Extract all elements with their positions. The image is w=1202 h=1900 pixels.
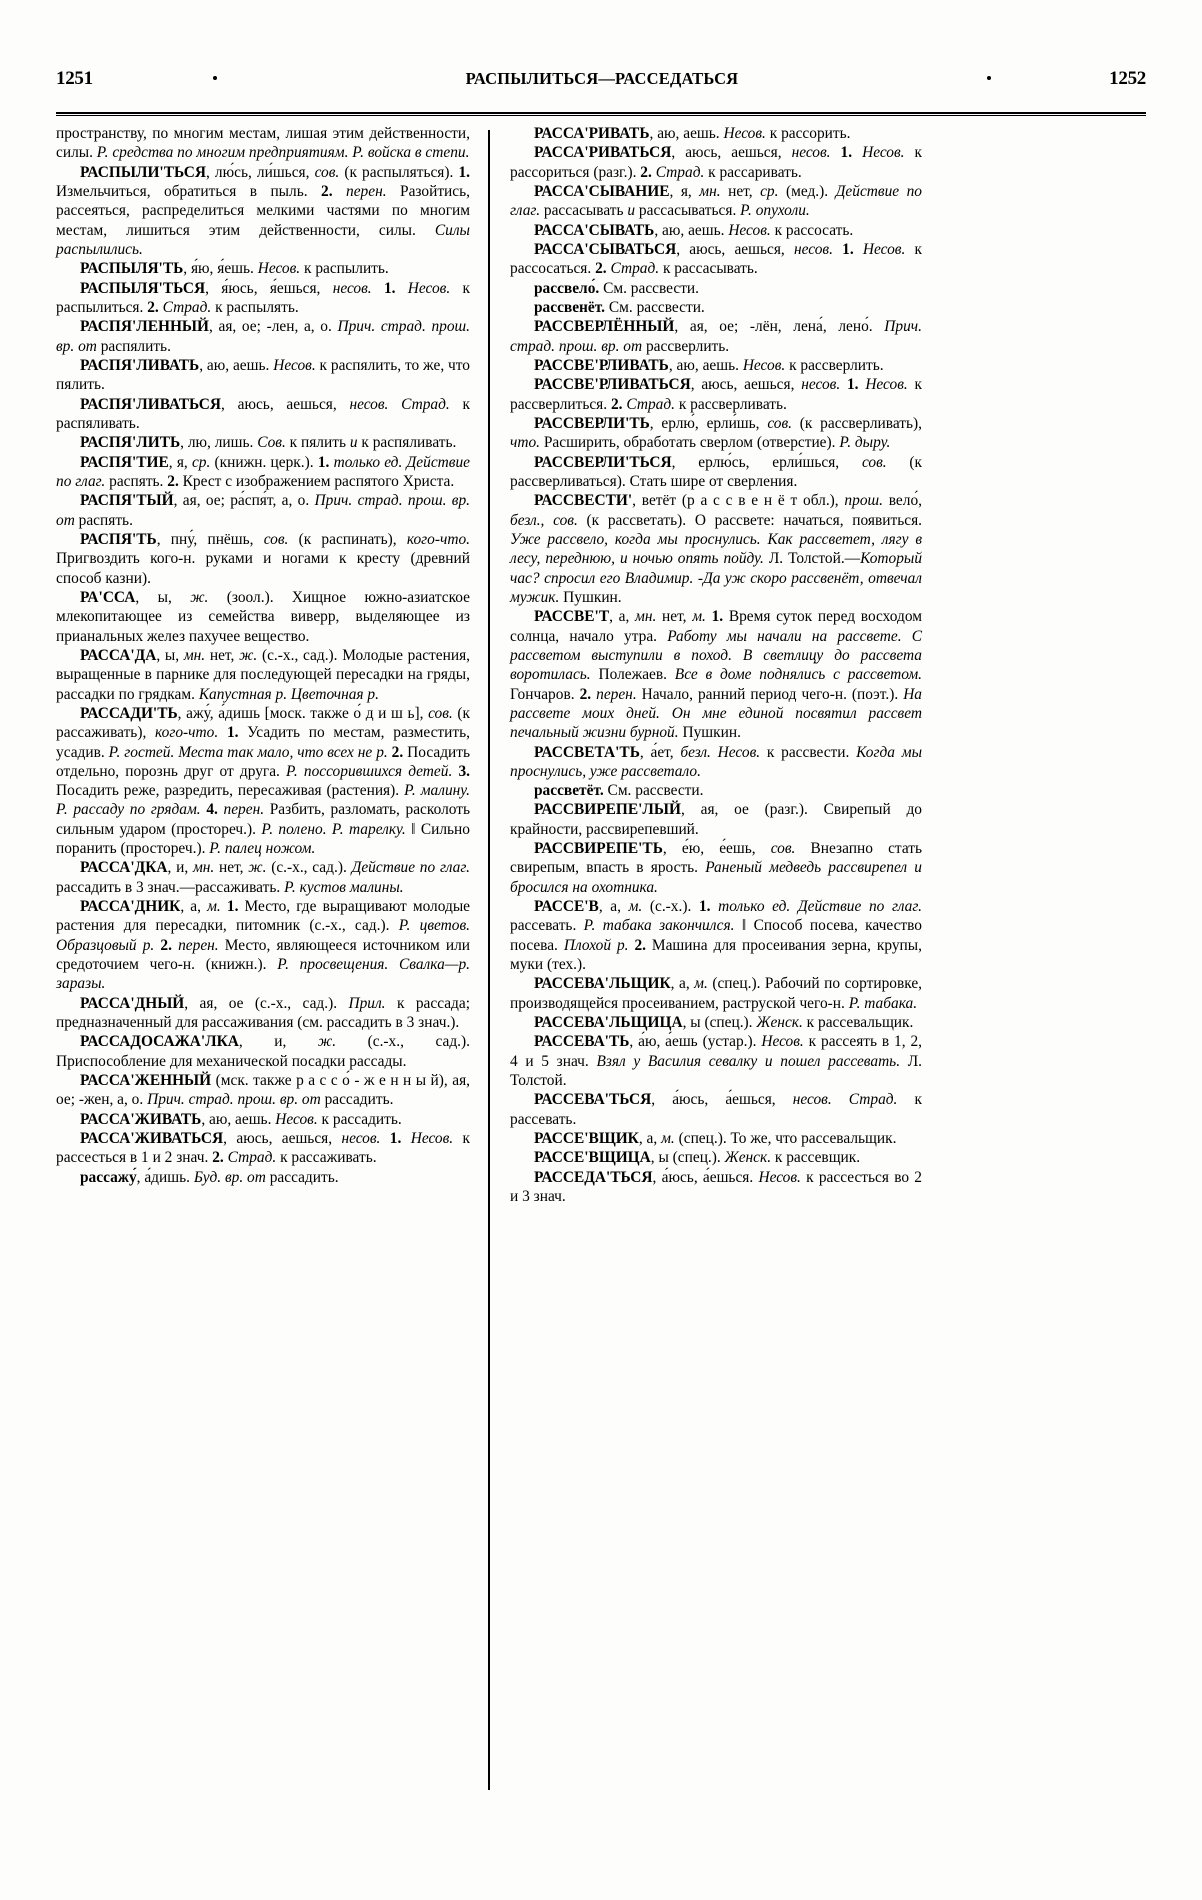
column-left <box>56 124 488 1862</box>
dictionary-entry: РАССВЕ'Т, а, мн. нет, м. 1. Время суток перед восходом солнца, начало утра. Работу мы начали на рассвете. С рассветом выступили в поход. В светлицу до рассвета воротилась. Полежаев. Все в доме поднялись с рассветом. Гончаров. 2. перен. Начало, ранний период чего-н. (поэт.). На рассвете моих дней. Он мне единой посвятил рассвет печальный жизни бурной. Пушкин. <box>510 608 922 742</box>
dictionary-entry: РАСПЯ'ЛИВАТЬ, аю, аешь. Несов. к распялить, то же, что пялить. <box>56 356 471 394</box>
dictionary-entry: РАСПЯ'ТЫЙ, ая, ое; ра́спя́т, а, о. Прич. страд. прош. вр. от распять. <box>56 492 470 529</box>
dictionary-entry: РАССВИРЕПЕ'ТЬ, е́ю, е́ешь, сов. Внезапно стать свирепым, впасть в ярость. Раненый медведь рассвирепел и бросился на охотника. <box>510 840 922 896</box>
dictionary-entry: РАССВЕРЛЁННЫЙ, ая, ое; -лён, лена́, лено́. Прич. страд. прош. вр. от рассверлить. <box>510 318 922 355</box>
folio-right: 1252 <box>1109 68 1146 89</box>
dictionary-entry: РАССА'ЖИВАТЬСЯ, аюсь, аешься, несов. 1. Несов. к рассесться в 1 и 2 знач. 2. Страд. к рассаживать. <box>56 1130 470 1167</box>
head-dot-right <box>987 76 991 80</box>
dictionary-entry: рассвенёт. См. рассвести. <box>534 298 705 316</box>
entry-continuation: пространству, по многим местам, лишая этим действенности, силы. Р. средства по многим предприятиям. Р. войска в степи. <box>56 125 470 162</box>
dictionary-entry: РАССА'РИВАТЬСЯ, аюсь, аешься, несов. 1. Несов. к рассориться (разг.). 2. Страд. к рассаривать. <box>510 144 922 181</box>
dictionary-entry: РАССВЕ'РЛИВАТЬСЯ, аюсь, аешься, несов. 1. Несов. к рассверлиться. 2. Страд. к рассверливать. <box>510 376 922 413</box>
running-head-right <box>987 68 1146 90</box>
dictionary-entry: РАССВЕРЛИ'ТЬСЯ, ерлю́сь, ерли́шься, сов. (к рассверливаться). Стать шире от сверления. <box>510 453 923 490</box>
dictionary-entry: РАССЕ'ВЩИК, а, м. (спец.). То же, что рассевальщик. <box>534 1130 897 1148</box>
dictionary-entry: РАССАДОСАЖА'ЛКА, и, ж. (с.-х., сад.). Приспособление для механической посадки рассады. <box>56 1033 470 1070</box>
dictionary-entry: РАССА'ЖЕННЫЙ (мск. также р а с с о́ - ж е н н ы й), ая, ое; -жен, а, о. Прич. страд. прош. вр. от рассадить. <box>56 1072 470 1109</box>
running-head <box>56 68 1146 94</box>
dictionary-entry: РАССА'ДНЫЙ, ая, ое (с.-х., сад.). Прил. к рассада; предназначенный для рассаживания (см. рассадить в 3 знач.). <box>56 994 470 1032</box>
dictionary-entry: РАСПЯ'ТИЕ, я, ср. (книжн. церк.). 1. только ед. Действие по глаг. распять. 2. Крест с изображением распятого Христа. <box>56 453 470 490</box>
dictionary-entry: РАССЕВА'ТЬ, а́ю, а́ешь (устар.). Несов. к рассеять в 1, 2, 4 и 5 знач. Взял у Василия севалку и пошел рассевать. Л. Толстой. <box>510 1033 923 1090</box>
page-columns <box>56 124 1146 1862</box>
dictionary-entry: РАСПЫЛЯ'ТЬ, я́ю, я́ешь. Несов. к распылить. <box>80 260 389 278</box>
dictionary-entry: РАССА'РИВАТЬ, аю, аешь. Несов. к рассорить. <box>534 125 851 142</box>
dictionary-entry: РАССА'СЫВАНИЕ, я, мн. нет, ср. (мед.). Действие по глаг. рассасывать и рассасываться. Р. опухоли. <box>510 182 922 220</box>
dictionary-entry: РАССА'ЖИВАТЬ, аю, аешь. Несов. к рассадить. <box>80 1110 402 1128</box>
dictionary-entry: РАССА'СЫВАТЬ, аю, аешь. Несов. к рассосать. <box>534 221 854 239</box>
dictionary-entry: РАССВЕРЛИ'ТЬ, ерлю́, ерли́шь, сов. (к рассверливать), что. Расширить, обработать сверлом (отверстие). Р. дыру. <box>510 414 922 452</box>
dictionary-entry: РАСПЯ'ЛЕННЫЙ, ая, ое; -лен, а, о. Прич. страд. прош. вр. от распялить. <box>56 318 470 355</box>
folio-left: 1251 <box>56 68 93 89</box>
dictionary-entry: РА'ССА, ы, ж. (зоол.). Хищное южно-азиатское млекопитающее из семейства виверр, выделяющее из прианальных желез пахучее вещество. <box>56 588 470 645</box>
dictionary-entry: РАСПЫЛЯ'ТЬСЯ, я́юсь, я́ешься, несов. 1. Несов. к распылиться. 2. Страд. к распылять. <box>56 279 470 316</box>
dictionary-entry: рассветёт. См. рассвести. <box>534 782 704 800</box>
dictionary-entry: РАССЕВА'ТЬСЯ, а́юсь, а́ешься, несов. Страд. к рассевать. <box>510 1091 922 1128</box>
dictionary-entry: РАССЕДА'ТЬСЯ, а́юсь, а́ешься. Несов. к рассесться во 2 и 3 знач. <box>510 1168 922 1206</box>
dictionary-entry: РАСПЫЛИ'ТЬСЯ, лю́сь, ли́шься, сов. (к распыляться). 1. Измельчиться, обратиться в пыль. 2. перен. Разойтись, рассеяться, распределиться мелкими частями по многим местам, лишиться этим действенности, силы. Силы распылились. <box>56 163 471 258</box>
dictionary-entry: РАССА'СЫВАТЬСЯ, аюсь, аешься, несов. 1. Несов. к рассосаться. 2. Страд. к рассасывать. <box>510 240 922 278</box>
dictionary-entry: РАССЕВА'ЛЬЩИЦА, ы (спец.). Женск. к рассевальщик. <box>534 1014 914 1032</box>
head-dot-left <box>213 76 217 80</box>
dictionary-entry: РАСПЯ'ЛИТЬ, лю, лишь. Сов. к пялить и к распяливать. <box>80 434 457 452</box>
dictionary-entry: РАССАДИ'ТЬ, ажу́, а́дишь [моск. также о́ д и ш ь], сов. (к рассаживать), кого-что. 1. Усадить по местам, разместить, усадив. Р. гостей. Места так мало, что всех не р. 2. Посадить отдельно, порознь друг от друга. Р. поссорившихся детей. 3. Посадить реже, разредить, пересаживая (растения). Р. малину. Р. рассаду по грядам. 4. перен. Разбить, разломать, расколоть сильным ударом (простореч.). Р. полено. Р. тарелку. ‖ Сильно поранить (простореч.). Р. палец ножом. <box>56 704 471 858</box>
dictionary-entry: рассажу́, а́дишь. Буд. вр. от рассадить. <box>80 1168 339 1186</box>
dictionary-entry: РАСПЯ'ТЬ, пну́, пнёшь, сов. (к распинать), кого-что. Пригвоздить кого-н. руками и ногами к кресту (древний способ казни). <box>56 530 470 587</box>
running-title: РАСПЫЛИТЬСЯ—РАССЕДАТЬСЯ <box>465 69 739 88</box>
dictionary-entry: РАССА'ДКА, и, мн. нет, ж. (с.-х., сад.). Действие по глаг. рассадить в 3 знач.—рассаживать. Р. кустов малины. <box>56 859 470 896</box>
dictionary-entry: рассвело́. См. рассвести. <box>534 279 700 297</box>
dictionary-entry: РАССВИРЕПЕ'ЛЫЙ, ая, ое (разг.). Свирепый до крайности, рассвирепевший. <box>510 801 922 838</box>
running-head-left <box>56 68 217 90</box>
dictionary-entry: РАССВЕТА'ТЬ, а́ет, безл. Несов. к рассвести. Когда мы проснулись, уже рассветало. <box>510 743 922 780</box>
dictionary-entry: РАССА'ДНИК, а, м. 1. Место, где выращивают молодые растения для пересадки, питомник (с.-х., сад.). Р. цветов. Образцовый р. 2. перен. Место, являющееся источником или средоточием чего-н. (книжн.). Р. просвещения. Свалка—р. заразы. <box>56 898 470 993</box>
dictionary-entry: РАСПЯ'ЛИВАТЬСЯ, аюсь, аешься, несов. Страд. к распяливать. <box>56 395 470 432</box>
dictionary-entry: РАССВЕСТИ', ветёт (р а с с в е н ё т обл.), прош. вело́, безл., сов. (к рассветать). О рассвете: начаться, появиться. Уже рассвело, когда мы проснулись. Как рассветет, лягу в лесу, переднюю, и ночью опять пойду. Л. Толстой.—Который час? спросил его Владимир. -Да уж скоро рассвенёт, отвечал мужик. Пушкин. <box>510 492 923 606</box>
dictionary-entry: РАССВЕ'РЛИВАТЬ, аю, аешь. Несов. к рассверлить. <box>534 356 884 374</box>
dictionary-entry: РАССЕВА'ЛЬЩИК, а, м. (спец.). Рабочий по сортировке, производящейся просеиванием, раструской чего-н. Р. табака. <box>510 975 922 1012</box>
dictionary-entry: РАССА'ДА, ы, мн. нет, ж. (с.-х., сад.). Молодые растения, выращенные в парнике для последующей пересадки на гряды, рассадки по грядкам. Капустная р. Цветочная р. <box>56 646 470 703</box>
dictionary-entry: РАССЕ'ВЩИЦА, ы (спец.). Женск. к рассевщик. <box>534 1149 861 1167</box>
dictionary-entry: РАССЕ'В, а, м. (с.-х.). 1. только ед. Действие по глаг. рассевать. Р. табака закончился. ‖ Способ посева, качество посева. Плохой р. 2. Машина для просеивания зерна, крупы, муки (тех.). <box>510 898 922 974</box>
header-rule <box>56 112 1146 116</box>
column-right <box>490 124 922 1862</box>
